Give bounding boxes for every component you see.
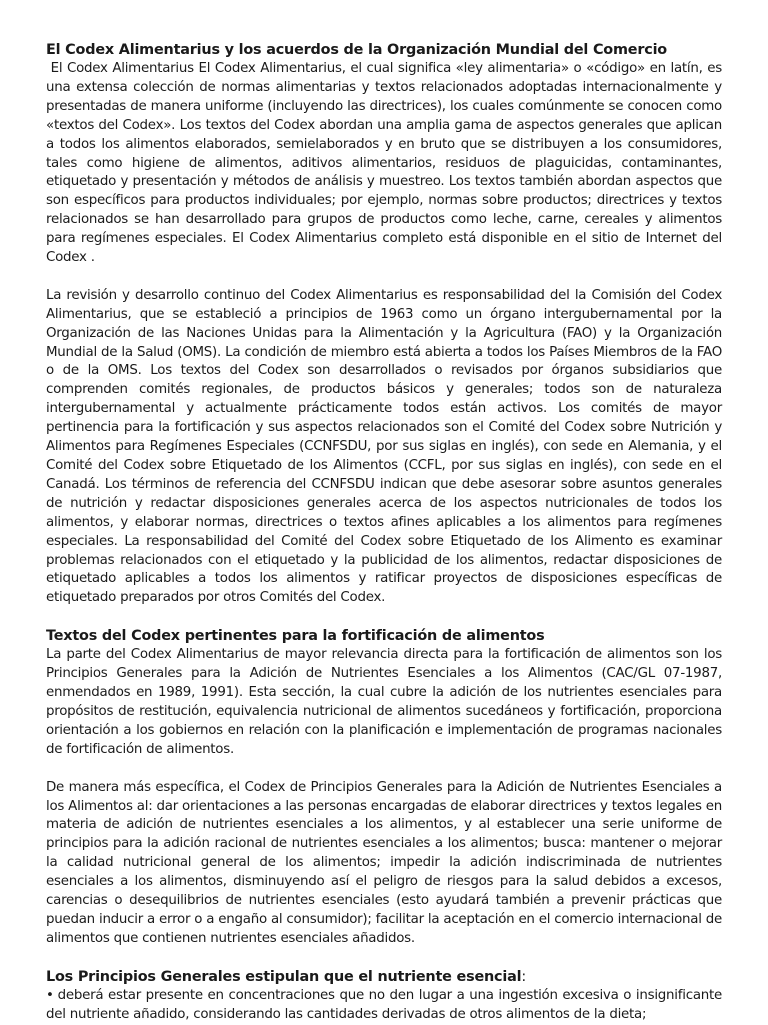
section-1-paragraph-1: El Codex Alimentarius El Codex Alimentarius, el cual significa «ley alimentaria» o «código» en latín, es una extensa colección de normas alimentarias y textos relacionados adoptadas internacionalmente y presentadas de manera uniforme (incluyendo las directrices), los cuales comúnmente se conocen como «textos del Codex». Los textos del Codex abordan una amplia gama de aspectos generales que aplican a todos los alimentos elaborados, semielaborados y en bruto que se distribuyen a los consumidores, tales como higiene de alimentos, aditivos alimentarios, residuos de plaguicidas, contaminantes, etiquetado y presentación y métodos de análisis y muestreo. Los textos también abordan aspectos que son específicos para productos individuales; por ejemplo, normas sobre productos; directrices y textos relacionados se han desarrollado para grupos de productos como leche, carne, cereales y alimentos para regímenes especiales. El Codex Alimentarius completo está disponible en el sitio de Internet del Codex . [46, 61, 722, 266]
section-1-title: El Codex Alimentarius y los acuerdos de la Organización Mundial del Comercio [46, 42, 667, 58]
section-3-title-text: Los Principios Generales estipulan que el nutriente esencial [46, 968, 522, 985]
section-1-paragraph-2: La revisión y desarrollo continuo del Codex Alimentarius es responsabilidad del la Comisión del Codex Alimentarius, que se estableció a principios de 1963 como un órgano intergubernamental por la Organización de las Naciones Unidas para la Alimentación y la Agricultura (FAO) y la Organización Mundial de la Salud (OMS). La condición de miembro está abierta a todos los Países Miembros de la FAO o de la OMS. Los textos del Codex son desarrollados o revisados por órganos subsidiarios que comprenden comités regionales, de productos básicos y generales; todos son de naturaleza intergubernamental y actualmente prácticamente todos están activos. Los comités de mayor pertinencia para la fortificación y sus aspectos relacionados son el Comité del Codex sobre Nutrición y Alimentos para Regímenes Especiales (CCNFSDU, por sus siglas en inglés), con sede en Alemania, y el Comité del Codex sobre Etiquetado de los Alimentos (CCFL, por sus siglas en inglés), con sede en el Canadá. Los términos de referencia del CCNFSDU indican que debe asesorar sobre asuntos generales de nutrición y redactar disposiciones generales acerca de los aspectos nutricionales de todos los alimentos, y elaborar normas, directrices o textos afines aplicables a los alimentos para regímenes especiales. La responsabilidad del Comité del Codex sobre Etiquetado de los Alimento es examinar problemas relacionados con el etiquetado y la publicidad de los alimentos, redactar disposiciones de etiquetado aplicables a todos los alimentos y ratificar proyectos de disposiciones específicas de etiquetado preparados por otros Comités del Codex. [46, 287, 722, 606]
bullet-item [46, 987, 722, 1025]
paragraph-spacer [46, 608, 722, 626]
bullet-icon: • [46, 987, 54, 1003]
section-2-title: Textos del Codex pertinentes para la fortificación de alimentos [46, 628, 545, 645]
paragraph-spacer [46, 268, 722, 287]
bullet-text: deberá estar presente en concentraciones que no den lugar a una ingestión excesiva o insignificante del nutriente añadido, considerando las cantidades derivadas de otros alimentos de la dieta; [46, 987, 722, 1022]
paragraph-spacer [46, 760, 722, 779]
section-3-title [46, 967, 722, 987]
section-2-paragraph-1: La parte del Codex Alimentarius de mayor relevancia directa para la fortificación de alimentos son los Principios Generales para la Adición de Nutrientes Esenciales a los Alimentos (CAC/GL 07-1987, enmendados en 1989, 1991). Esta sección, la cual cubre la adición de los nutrientes esenciales para propósitos de restitución, equivalencia nutricional de alimentos sucedáneos y fortificación, proporciona orientación a los gobiernos en relación con la planificación e implementación de programas nacionales de fortificación de alimentos. [46, 647, 722, 757]
section-2-paragraph-2: De manera más específica, el Codex de Principios Generales para la Adición de Nutrientes Esenciales a los Alimentos al: dar orientaciones a las personas encargadas de elaborar directrices y textos legales en materia de adición de nutrientes esenciales a los alimentos, y al establecer una serie uniforme de principios para la adición racional de nutrientes esenciales a los alimentos; busca: mantener o mejorar la calidad nutricional general de los alimentos; impedir la adición indiscriminada de nutrientes esenciales a los alimentos, disminuyendo así el peligro de riesgos para la salud debidos a excesos, carencias o desequilibrios de nutrientes esenciales (esto ayudará también a prevenir prácticas que puedan inducir a error o a engaño al consumidor); facilitar la aceptación en el comercio internacional de alimentos que contienen nutrientes esenciales añadidos. [46, 779, 722, 946]
section-3-title-colon: : [521, 968, 527, 985]
document-page [46, 40, 722, 1025]
paragraph-spacer [46, 949, 722, 967]
